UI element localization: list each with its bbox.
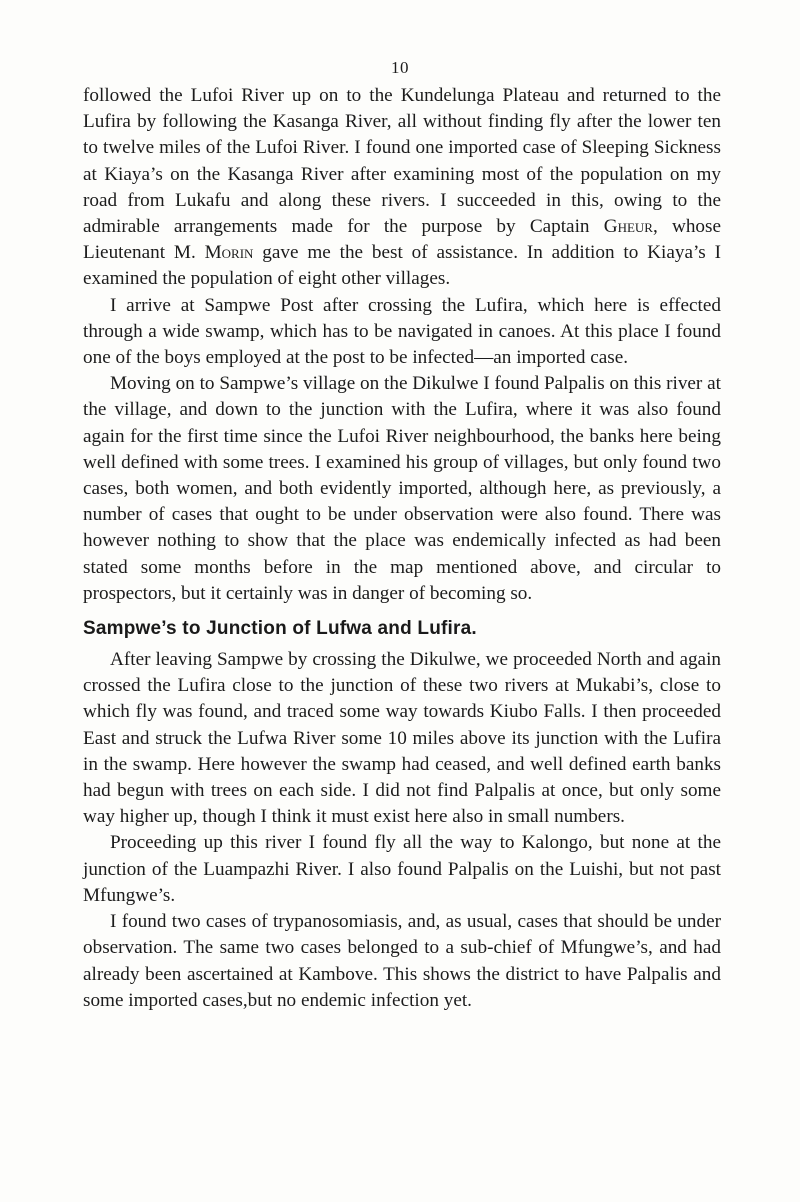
paragraph: After leaving Sampwe by crossing the Dikulwe, we proceeded North and again crossed the Lufira close to the junction of these two rivers at Mukabi’s, close to which fly was found, and traced some way towards Kiubo Falls. I then proceeded East and struck the Lufwa River some 10 miles above its junction with the Lufira in the swamp. Here however the swamp had ceased, and well defined earth banks had begun with trees on each side. I did not find Palpalis at once, but only some way higher up, though I think it must exist here also in small numbers.: [83, 649, 721, 828]
paragraph: Proceeding up this river I found fly all the way to Kalongo, but none at the junction of the Luampazhi River. I also found Palpalis on the Luishi, but not past Mfungwe’s.: [83, 832, 721, 906]
name-gheur: Gheur: [603, 216, 653, 238]
paragraph-text: gave me the best of assistance. In addition to Kiaya’s I examined the population of eight other villages.: [83, 242, 721, 290]
paragraph-text: , whose Lieutenant M.: [83, 216, 722, 264]
section-heading: Sampwe’s to Junction of Lufwa and Lufira.: [83, 618, 477, 640]
page-number: 10: [391, 58, 409, 77]
paragraph: I found two cases of trypanosomiasis, and, as usual, cases that should be under observation. The same two cases belonged to a sub-chief of Mfungwe’s, and had already been ascertained at Kambove. This shows the district to have Palpalis and some imported cases,but no endemic infection yet.: [83, 911, 721, 1011]
body-text: [83, 83, 721, 1014]
paragraph: I arrive at Sampwe Post after crossing the Lufira, which here is effected through a wide swamp, which has to be navigated in canoes. At this place I found one of the boys employed at the post to be infected—an imported case.: [83, 294, 721, 369]
name-morin: Morin: [204, 242, 254, 264]
paragraph-continued: [83, 83, 721, 293]
paragraph: Moving on to Sampwe’s village on the Dikulwe I found Palpalis on this river at the village, and down to the junction with the Lufira, where it was also found again for the first time since the Lufoi River neighbourhood, the banks here being well defined with some trees. I examined his group of villages, but only found two cases, both women, and both evidently imported, although here, as previously, a number of cases that ought to be under observation were also found. There was however nothing to show that the place was endemically infected as had been stated some months before in the map mentioned above, and circular to prospectors, but it certainly was in danger of becoming so.: [83, 373, 721, 604]
paragraph-text: followed the Lufoi River up on to the Kundelunga Plateau and returned to the Lufira by following the Kasanga River, all without finding fly after the lower ten to twelve miles of the Lufoi River. I found one imported case of Sleeping Sickness at Kiaya’s on the Kasanga River after examining most of the population on my road from Lukafu and along these rivers. I succeeded in this, owing to the admirable arrangements made for the purpose by Captain: [83, 85, 721, 238]
